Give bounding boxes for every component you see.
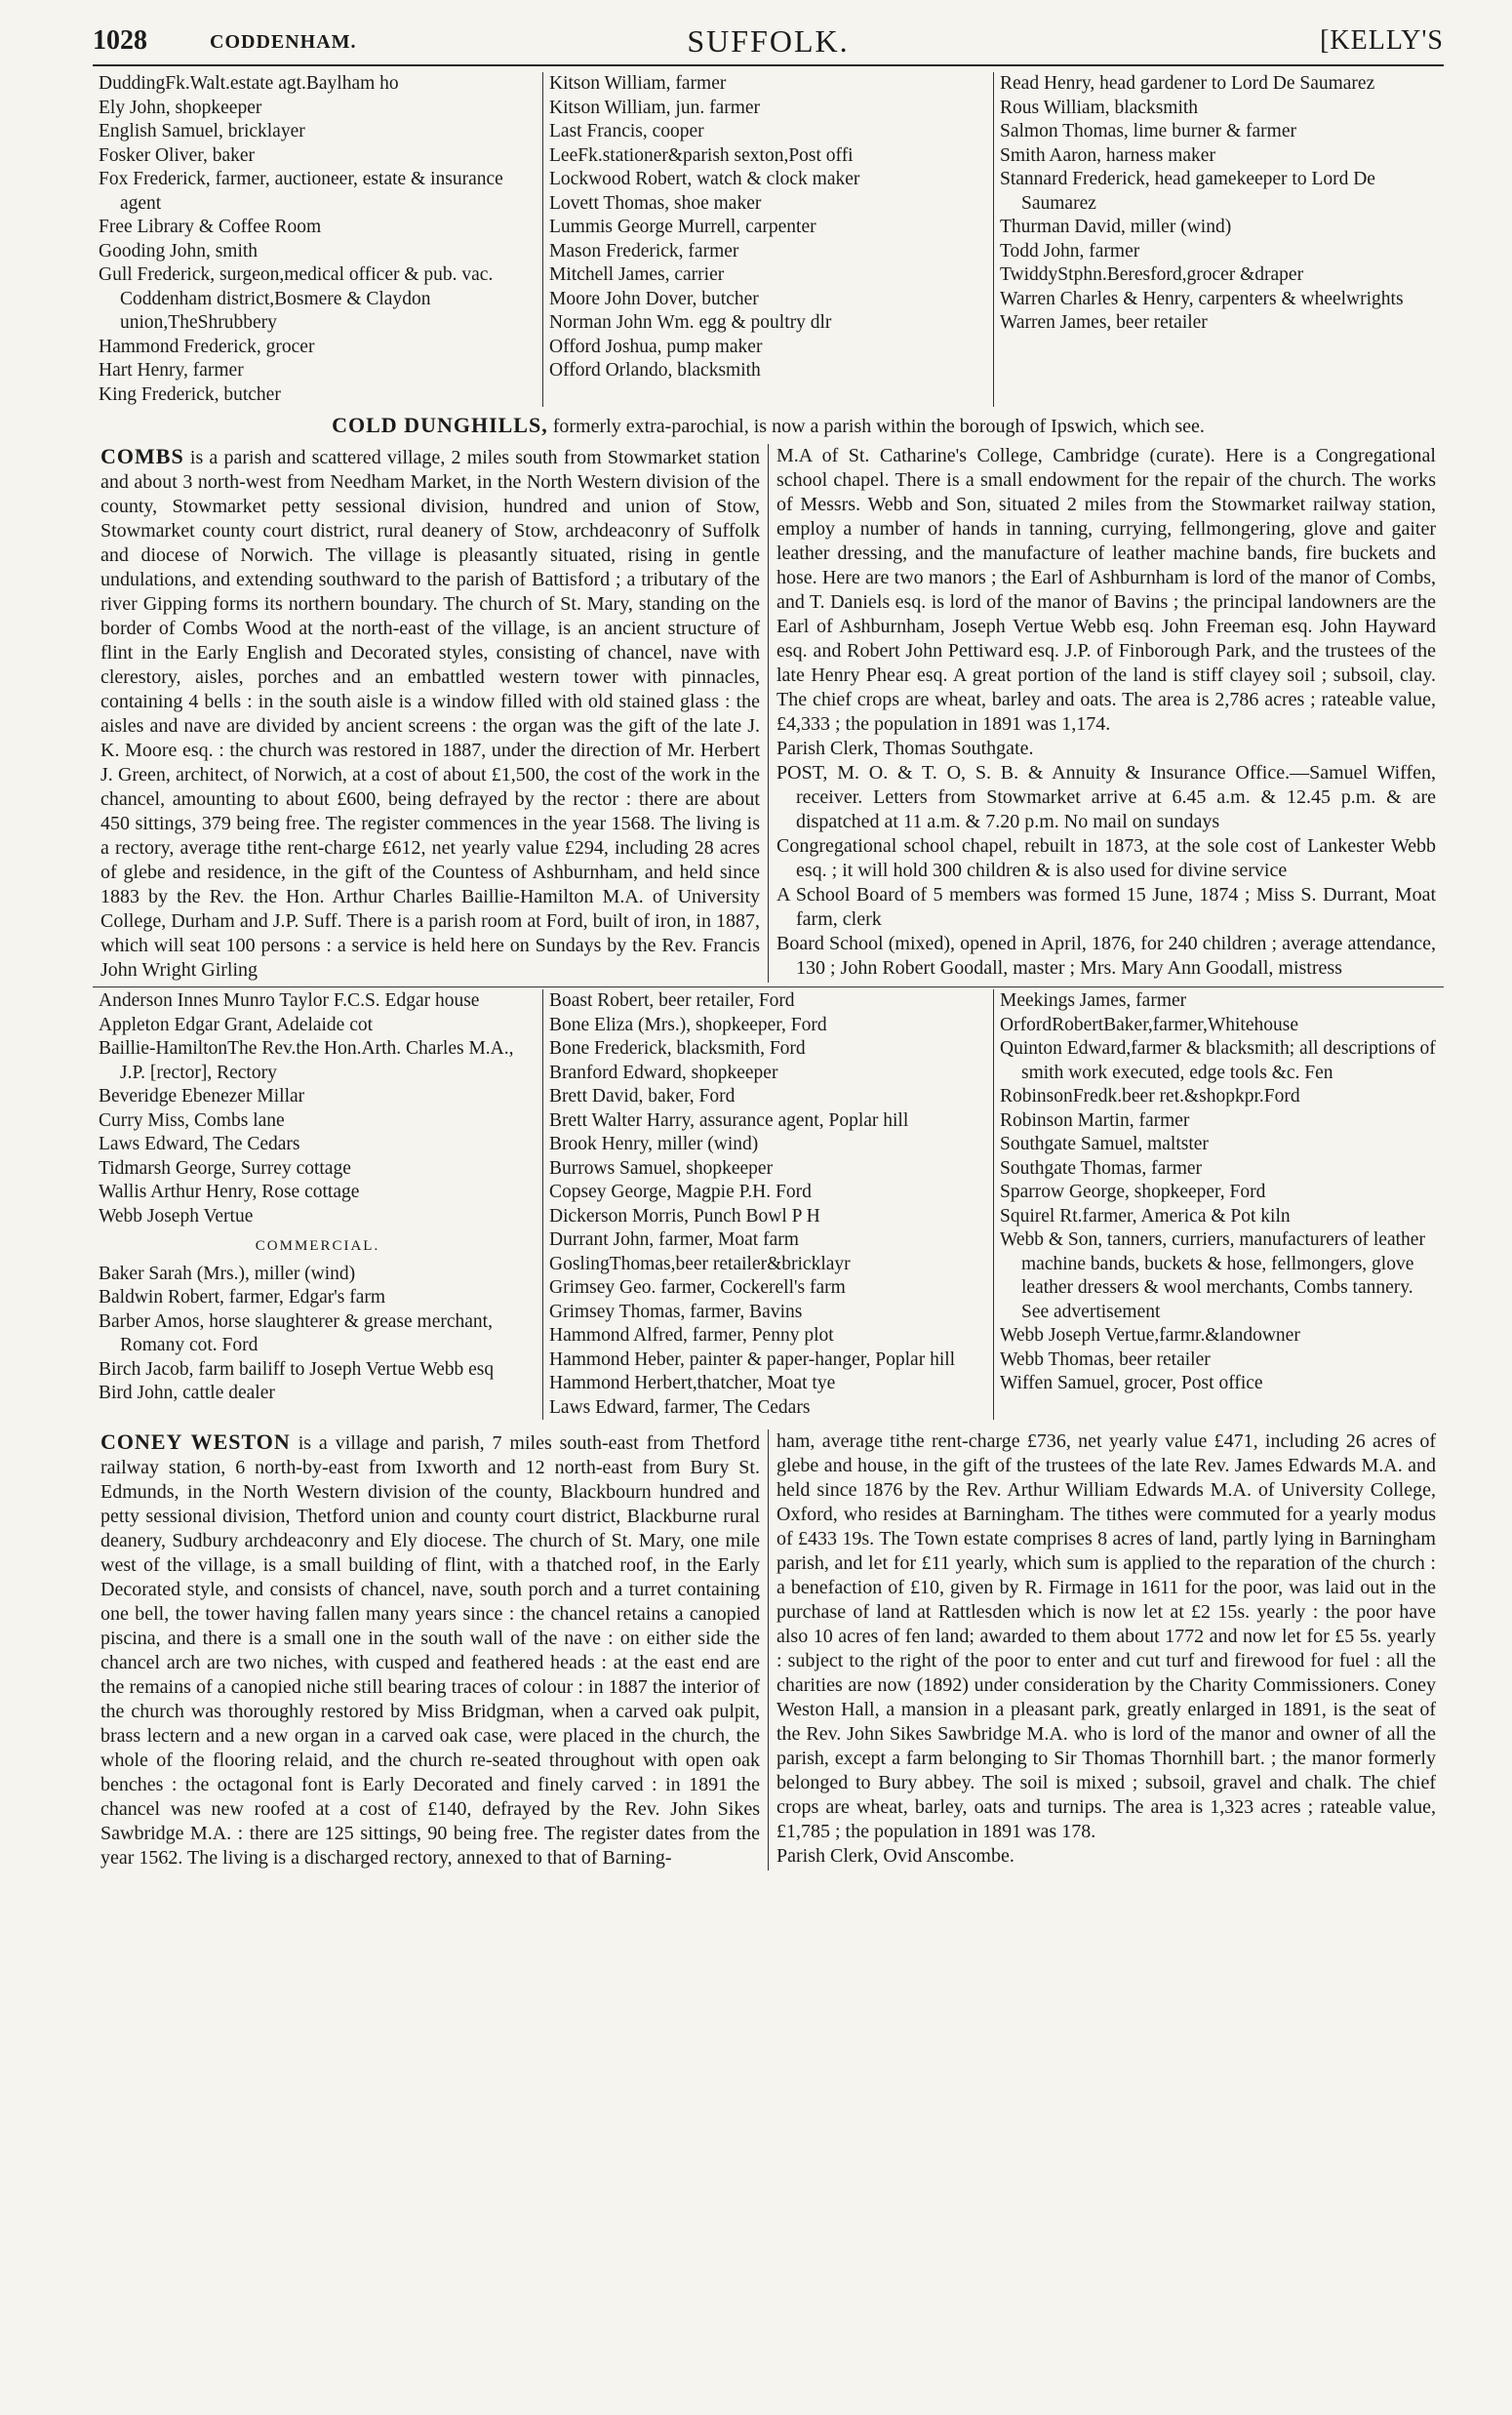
list-item: Brett David, baker, Ford xyxy=(549,1086,736,1107)
list-item: Boast Robert, beer retailer, Ford xyxy=(549,990,795,1011)
list-item: Lummis George Murrell, carpenter xyxy=(549,217,816,237)
list-item: Warren James, beer retailer xyxy=(1000,312,1208,333)
list-item: Hart Henry, farmer xyxy=(99,360,244,381)
list-item: Laws Edward, The Cedars xyxy=(99,1134,300,1154)
list-item: Smith Aaron, harness maker xyxy=(1000,144,1215,166)
list-item: Southgate Thomas, farmer xyxy=(1000,1157,1203,1179)
list-item: Quinton Edward,farmer & blacksmith; all descriptions of smith work executed, edge tools &c. Fen xyxy=(1000,1038,1436,1083)
coney-weston-paragraph: is a village and parish, 7 miles south-east from Thetford railway station, 6 north-by-east from Ixworth and 12 north-east from Bury St. Edmunds, in the North Western division of the county, Blackbourn hundred and petty sessional division, Thetford union and county court district, Blackburne rural deanery, Sudbury archdeaconry and Ely diocese. The church of St. Mary, one mile west of the village, is a small building of flint, with a thatched roof, in the Early Decorated style, and consists of chancel, nave, south porch and a turret containing one bell, the tower having fallen many years since : the chancel retains a canopied piscina, and there is a small one in the south wall of the nave : on either side the chancel arch are two niches, with cusped and feathered heads : at the east end are the remains of a canopied niche still bearing traces of colour : in 1887 the interior of the church was thoroughly restored by Miss Bridgman, when a carved oak pulpit, brass lectern and a new organ in a carved oak case, were placed in the church, the whole of the flooring relaid, and the church re-seated throughout with open oak benches : the octagonal font is Early Decorated and finely carved : in 1891 the chancel was new roofed at a cost of £140, defrayed by the Rev. John Sikes Sawbridge M.A. : there are 125 sittings, 90 being free. The register dates from the year 1562. The living is a discharged rectory, annexed to that of Barning- xyxy=(100,1432,760,1869)
list-item: Ely John, shopkeeper xyxy=(99,97,262,118)
cold-dunghills-text: formerly extra-parochial, is now a parish within the borough of Ipswich, which see. xyxy=(552,416,1205,437)
list-item: Fox Frederick, farmer, auctioneer, estate & insurance agent xyxy=(99,169,503,214)
list-item: RobinsonFredk.beer ret.&shopkpr.Ford xyxy=(1000,1086,1300,1107)
coney-weston-heading: CONEY WESTON xyxy=(100,1429,291,1454)
list-item: Gooding John, smith xyxy=(99,240,259,262)
list-item: Norman John Wm. egg & poultry dlr xyxy=(549,312,832,333)
list-item: Birch Jacob, farm bailiff to Joseph Vertue Webb esq xyxy=(99,1358,495,1380)
list-item: Beveridge Ebenezer Millar xyxy=(99,1086,305,1107)
list-item: Thurman David, miller (wind) xyxy=(1000,217,1232,237)
list-item: Lovett Thomas, shoe maker xyxy=(549,192,762,214)
list-item: Mason Frederick, farmer xyxy=(549,240,739,262)
list-item: Webb Joseph Vertue,farmr.&landowner xyxy=(1000,1325,1300,1346)
coney-weston-paragraph-continued: ham, average tithe rent-charge £736, net yearly value £471, including 26 acres of glebe and house, in the gift of the trustees of the late Rev. James Edwards M.A. and held since 1876 by the Rev. Arthur William Edwards M.A. of University College, Oxford, who resides at Barningham. The tithes were commuted for a yearly modus of £433 19s. The Town estate comprises 8 acres of land, partly lying in Barningham parish, and let for £11 yearly, which sum is applied to the reparation of the church : a benefaction of £10, given by R. Firmage in 1611 for the poor, was laid out in the purchase of land at Rattlesden which is now let at £2 15s. yearly : the poor have also 10 acres of fen land; awarded to them about 1772 and now let for £5 5s. yearly : subject to the right of the poor to enter and cut turf and firewood for fuel : all the charities are now (1892) under consideration by the Charity Commissioners. Coney Weston Hall, a mansion in a pleasant park, greatly enlarged in 1891, is the seat of the Rev. John Sikes Sawbridge M.A. who is lord of the manor and owner of all the parish, except a farm belonging to Sir Thomas Thornhill bart. ; the manor formerly belonged to Bury abbey. The soil is mixed ; subsoil, gravel and chalk. The chief crops are wheat, barley, oats and turnips. The area is 1,323 acres ; rateable value, £1,785 ; the population in 1891 was 178. xyxy=(776,1430,1436,1842)
combs-col-1 xyxy=(93,444,768,983)
coddenham-col-3 xyxy=(993,72,1444,407)
list-item: Offord Joshua, pump maker xyxy=(549,336,763,357)
list-item: Hammond Heber, painter & paper-hanger, Poplar hill xyxy=(549,1348,956,1370)
list-item: Anderson Innes Munro Taylor F.C.S. Edgar house xyxy=(99,990,480,1011)
combs-notice: A School Board of 5 members was formed 15 June, 1874 ; Miss S. Durrant, Moat farm, clerk xyxy=(776,884,1436,930)
coddenham-col-2 xyxy=(542,72,993,407)
running-place: CODDENHAM. xyxy=(210,31,357,53)
cold-dunghills-heading: COLD DUNGHILLS, xyxy=(332,413,548,437)
combs-list-col-1 xyxy=(93,989,542,1420)
list-item: Laws Edward, farmer, The Cedars xyxy=(549,1396,811,1418)
list-item: Appleton Edgar Grant, Adelaide cot xyxy=(99,1014,374,1035)
list-item: Read Henry, head gardener to Lord De Saumarez xyxy=(1000,73,1375,94)
coddenham-directory-list xyxy=(93,72,1444,407)
list-item: Robinson Martin, farmer xyxy=(1000,1109,1190,1131)
page-number: 1028 xyxy=(93,25,147,56)
list-item: Bone Eliza (Mrs.), shopkeeper, Ford xyxy=(549,1014,827,1035)
list-item: Kitson William, jun. farmer xyxy=(549,97,761,118)
list-item: Meekings James, farmer xyxy=(1000,990,1187,1011)
running-county: SUFFOLK. xyxy=(687,23,850,59)
list-item: Dickerson Morris, Punch Bowl P H xyxy=(549,1205,820,1227)
list-item: Squirel Rt.farmer, America & Pot kiln xyxy=(1000,1205,1291,1227)
combs-heading: COMBS xyxy=(100,444,184,468)
page-header xyxy=(93,18,1444,66)
list-item: Moore John Dover, butcher xyxy=(549,288,759,309)
list-item: Webb Thomas, beer retailer xyxy=(1000,1348,1211,1370)
list-item: Gull Frederick, surgeon,medical officer & pub. vac. Coddenham district,Bosmere & Claydon union,TheShrubbery xyxy=(99,264,494,333)
list-item: Brook Henry, miller (wind) xyxy=(549,1134,759,1154)
combs-list-col-3 xyxy=(993,989,1444,1420)
list-item: Lockwood Robert, watch & clock maker xyxy=(549,169,860,189)
list-item: Bird John, cattle dealer xyxy=(99,1383,275,1403)
list-item: Grimsey Geo. farmer, Cockerell's farm xyxy=(549,1277,846,1298)
combs-directory-list xyxy=(93,986,1444,1420)
coney-weston-col-2 xyxy=(768,1429,1444,1871)
list-item: Kitson William, farmer xyxy=(549,73,727,94)
list-item: Rous William, blacksmith xyxy=(1000,97,1199,118)
list-item: Mitchell James, carrier xyxy=(549,264,725,285)
list-item: Baker Sarah (Mrs.), miller (wind) xyxy=(99,1263,356,1284)
list-item: Baillie-HamiltonThe Rev.the Hon.Arth. Charles M.A., J.P. [rector], Rectory xyxy=(99,1038,514,1083)
list-item: Baldwin Robert, farmer, Edgar's farm xyxy=(99,1287,386,1308)
combs-notice: Board School (mixed), opened in April, 1876, for 240 children ; average attendance, 130 ; John Robert Goodall, master ; Mrs. Mary Ann Goodall, mistress xyxy=(776,933,1436,979)
list-item: Curry Miss, Combs lane xyxy=(99,1109,285,1131)
list-item: Todd John, farmer xyxy=(1000,240,1140,262)
list-item: English Samuel, bricklayer xyxy=(99,121,305,141)
combs-description xyxy=(93,444,1444,983)
list-item: Southgate Samuel, maltster xyxy=(1000,1134,1209,1154)
list-item: Brett Walter Harry, assurance agent, Poplar hill xyxy=(549,1109,909,1131)
coddenham-col-1 xyxy=(93,72,542,407)
coney-weston-parish-clerk: Parish Clerk, Ovid Anscombe. xyxy=(776,1845,1015,1867)
list-item: Webb Joseph Vertue xyxy=(99,1205,254,1227)
list-item: King Frederick, butcher xyxy=(99,383,281,405)
list-item: Offord Orlando, blacksmith xyxy=(549,360,761,381)
list-item: TwiddyStphn.Beresford,grocer &draper xyxy=(1000,264,1304,285)
list-item: OrfordRobertBaker,farmer,Whitehouse xyxy=(1000,1014,1298,1035)
list-item: Durrant John, farmer, Moat farm xyxy=(549,1229,799,1250)
list-item: Salmon Thomas, lime burner & farmer xyxy=(1000,121,1296,141)
list-item: Grimsey Thomas, farmer, Bavins xyxy=(549,1301,803,1322)
list-item: Wallis Arthur Henry, Rose cottage xyxy=(99,1182,360,1202)
combs-notice: Congregational school chapel, rebuilt in 1873, at the sole cost of Lankester Webb esq. ; it will hold 300 children & is also used for divine service xyxy=(776,835,1436,881)
running-publisher: [KELLY'S xyxy=(1320,25,1444,56)
list-item: Copsey George, Magpie P.H. Ford xyxy=(549,1182,812,1202)
list-item: DuddingFk.Walt.estate agt.Baylham ho xyxy=(99,73,399,94)
list-item: Branford Edward, shopkeeper xyxy=(549,1062,778,1083)
combs-paragraph: is a parish and scattered village, 2 miles south from Stowmarket station and about 3 north-west from Needham Market, in the North Western division of the county, Stowmarket petty sessional division, hundred and union of Stow, Stowmarket county court district, rural deanery of Stow, archdeaconry of Suffolk and diocese of Norwich. The village is pleasantly situated, rising in gentle undulations, and extending southward to the parish of Battisford ; a tributary of the river Gipping forms its northern boundary. The church of St. Mary, standing on the border of Combs Wood at the north-east of the village, is an ancient structure of flint in the Early English and Decorated styles, consisting of chancel, nave with clerestory, aisles, porches and an embattled western tower with pinnacles, containing 4 bells : in the south aisle is a window filled with old stained glass : the aisles and nave are divided by ancient screens : the organ was the gift of the late J. K. Moore esq. : the church was restored in 1887, under the direction of Mr. Herbert J. Green, architect, of Norwich, at a cost of about £1,500, the cost of the work in the chancel, amounting to about £600, being defrayed by the rector : there are about 450 sittings, 379 being free. The register commences in the year 1568. The living is a rectory, average tithe rent-charge £612, net yearly value £294, including 28 acres of glebe and residence, in the gift of the Countess of Ashburnham, and held since 1883 by the Rev. the Hon. Arthur Charles Baillie-Hamilton M.A. of University College, Durham and J.P. Suff. There is a parish room at Ford, built of iron, in 1887, which will seat 100 persons : a service is held here on Sundays by the Rev. Francis John Wright Girling xyxy=(100,447,760,981)
list-item: Tidmarsh George, Surrey cottage xyxy=(99,1157,351,1179)
list-item: Last Francis, cooper xyxy=(549,121,704,141)
list-item: Free Library & Coffee Room xyxy=(99,217,322,237)
list-item: Burrows Samuel, shopkeeper xyxy=(549,1157,774,1179)
list-item: Bone Frederick, blacksmith, Ford xyxy=(549,1038,806,1059)
coney-weston-description xyxy=(93,1429,1444,1871)
list-item: GoslingThomas,beer retailer&bricklayr xyxy=(549,1253,851,1274)
list-item: Sparrow George, shopkeeper, Ford xyxy=(1000,1182,1266,1202)
list-item: Webb & Son, tanners, curriers, manufacturers of leather machine bands, buckets & hose, fellmongers, glove leather dressers & wool merchants, Combs tannery. See advertisement xyxy=(1000,1229,1425,1322)
combs-notice: Parish Clerk, Thomas Southgate. xyxy=(776,738,1034,759)
combs-list-col-2 xyxy=(542,989,993,1420)
directory-page xyxy=(93,18,1444,1871)
list-item: Stannard Frederick, head gamekeeper to Lord De Saumarez xyxy=(1000,169,1375,214)
cold-dunghills-entry xyxy=(93,413,1444,438)
list-item: Fosker Oliver, baker xyxy=(99,144,256,166)
commercial-subheading: COMMERCIAL. xyxy=(255,1238,380,1254)
list-item: Hammond Herbert,thatcher, Moat tye xyxy=(549,1373,836,1393)
list-item: Wiffen Samuel, grocer, Post office xyxy=(1000,1373,1263,1393)
list-item: Hammond Frederick, grocer xyxy=(99,336,315,357)
list-item: Barber Amos, horse slaughterer & grease merchant, Romany cot. Ford xyxy=(99,1310,493,1355)
combs-notice: POST, M. O. & T. O, S. B. & Annuity & Insurance Office.—Samuel Wiffen, receiver. Letters from Stowmarket arrive at 6.45 a.m. & 12.45 p.m. & are dispatched at 11 a.m. & 7.20 p.m. No mail on sundays xyxy=(776,762,1436,832)
list-item: Warren Charles & Henry, carpenters & wheelwrights xyxy=(1000,288,1404,309)
combs-col-2 xyxy=(768,444,1444,983)
combs-paragraph-continued: M.A of St. Catharine's College, Cambridge (curate). Here is a Congregational school chapel. There is a small endowment for the repair of the church. The works of Messrs. Webb and Son, situated 2 miles from the Stowmarket railway station, employ a number of hands in tanning, currying, fellmongering, glove and gaiter leather dressing, and the manufacture of leather machine bands, fire buckets and hose. Here are two manors ; the Earl of Ashburnham is lord of the manor of Combs, and T. Daniels esq. is lord of the manor of Bavins ; the principal landowners are the Earl of Ashburnham, Joseph Vertue Webb esq. John Freeman esq. John Hayward esq. and Robert John Pettiward esq. J.P. of Finborough Park, and the trustees of the late Henry Phear esq. A great portion of the land is stiff clayey soil ; subsoil, clay. The chief crops are wheat, barley and oats. The area is 2,786 acres ; rateable value, £4,333 ; the population in 1891 was 1,174. xyxy=(776,445,1436,735)
list-item: Hammond Alfred, farmer, Penny plot xyxy=(549,1325,834,1346)
list-item: LeeFk.stationer&parish sexton,Post offi xyxy=(549,144,854,166)
coney-weston-col-1 xyxy=(93,1429,768,1871)
